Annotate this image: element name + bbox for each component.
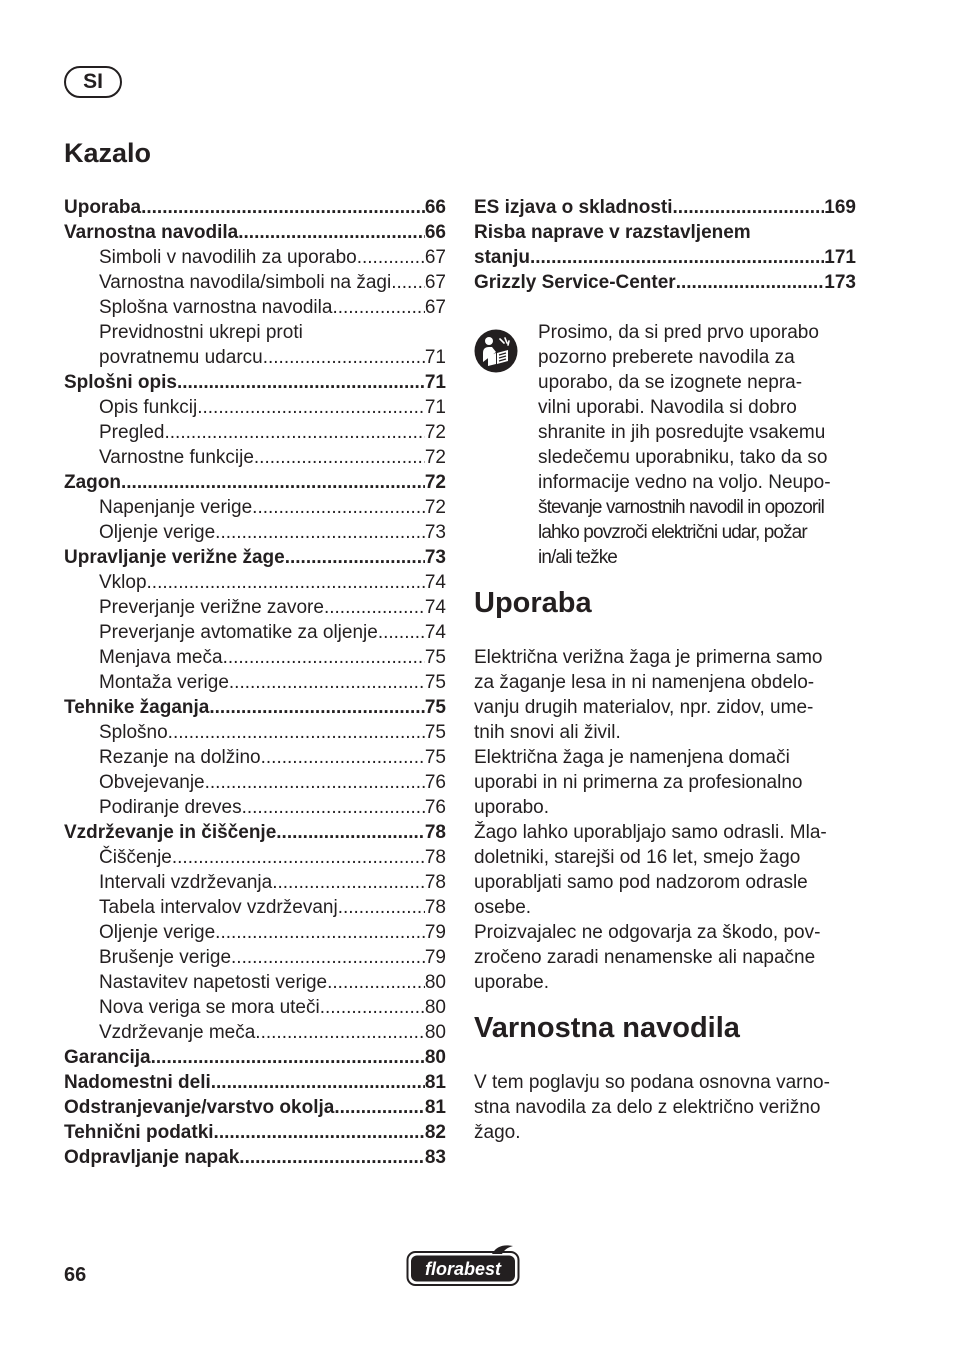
toc-entry-label: Uporaba — [64, 197, 142, 218]
toc-entry-page: 78 — [424, 897, 446, 918]
toc-entry-label: Oljenje verige — [99, 922, 216, 943]
toc-entry[interactable] — [64, 570, 446, 595]
toc-entry[interactable] — [64, 720, 446, 745]
toc-entry-label: Risba naprave v razstavljenem — [474, 222, 751, 243]
toc-entry-page: 66 — [424, 222, 446, 243]
toc-entry[interactable] — [64, 1070, 446, 1095]
toc-leader-dots — [177, 370, 425, 395]
toc-entry[interactable] — [64, 495, 446, 520]
toc-entry-page: 75 — [424, 747, 446, 768]
toc-leader-dots — [338, 895, 425, 920]
toc-entry-label: Preverjanje avtomatike za oljenje — [99, 622, 378, 643]
toc-entry[interactable] — [64, 845, 446, 870]
text-line: Žago lahko uporabljajo samo odrasli. Mla- — [474, 822, 827, 843]
toc-entry[interactable] — [64, 220, 446, 245]
toc-entry-page: 173 — [824, 272, 856, 293]
text-line: vilni uporabi. Navodila si dobro — [538, 397, 797, 418]
toc-leader-dots — [272, 870, 425, 895]
toc-entry-label: Tehnični podatki — [64, 1122, 214, 1143]
toc-leader-dots — [242, 795, 425, 820]
toc-leader-dots — [231, 945, 425, 970]
toc-entry[interactable] — [64, 695, 446, 720]
toc-entry-label: Grizzly Service-Center — [474, 272, 676, 293]
toc-entry[interactable] — [474, 195, 856, 220]
toc-leader-dots — [254, 445, 425, 470]
toc-leader-dots — [197, 395, 425, 420]
toc-leader-dots — [261, 745, 425, 770]
toc-entry-label: Splošno — [99, 722, 168, 743]
toc-leader-dots — [211, 1070, 425, 1095]
toc-leader-dots — [168, 720, 425, 745]
text-line: V tem poglavju so podana osnovna varno- — [474, 1072, 830, 1093]
toc-entry-label: Odpravljanje napak — [64, 1147, 240, 1168]
toc-entry[interactable] — [64, 1145, 446, 1170]
toc-entry[interactable] — [64, 820, 446, 845]
toc-leader-dots — [676, 270, 825, 295]
toc-leader-dots — [172, 845, 425, 870]
toc-leader-dots — [239, 1145, 425, 1170]
toc-entry[interactable] — [64, 995, 446, 1020]
toc-entry-label: Preverjanje verižne zavore — [99, 597, 324, 618]
toc-entry-page: 82 — [424, 1122, 446, 1143]
toc-entry[interactable] — [64, 745, 446, 770]
toc-entry-label: povratnemu udarcu — [99, 347, 263, 368]
toc-entry-label: Montaža verige — [99, 672, 229, 693]
toc-entry-label: Oljenje verige — [99, 522, 216, 543]
toc-entry-label: Nadomestni deli — [64, 1072, 211, 1093]
toc-entry-label: Podiranje dreves — [99, 797, 242, 818]
text-line: Proizvajalec ne odgovarja za škodo, pov- — [474, 922, 821, 943]
text-line: stna navodila za delo z električno verižno — [474, 1097, 821, 1118]
toc-leader-dots — [324, 595, 425, 620]
text-line: tnih snovi ali živil. — [474, 722, 621, 743]
toc-entry-page: 74 — [424, 597, 446, 618]
toc-leader-dots — [673, 195, 825, 220]
text-line: in/ali težke — [538, 547, 617, 568]
toc-entry-label: stanju — [474, 247, 530, 268]
text-line: števanje varnostnih navodil in opozoril — [538, 497, 824, 518]
toc-right-column — [474, 195, 856, 295]
toc-entry-label: Zagon — [64, 472, 121, 493]
toc-entry[interactable] — [64, 195, 446, 220]
toc-leader-dots — [205, 770, 425, 795]
toc-entry-label: Previdnostni ukrepi proti — [99, 322, 303, 343]
toc-entry-page: 80 — [424, 972, 446, 993]
toc-entry-label: Intervali vzdrževanja — [99, 872, 273, 893]
toc-entry[interactable] — [474, 245, 856, 270]
text-line: žago. — [474, 1122, 521, 1143]
toc-leader-dots — [252, 495, 425, 520]
toc-entry-label: Varnostna navodila/simboli na žagi — [99, 272, 392, 293]
uporaba-heading: Uporaba — [474, 587, 592, 619]
text-line: uporabi in ni primerna za profesionalno — [474, 772, 803, 793]
toc-entry-page: 67 — [424, 272, 446, 293]
toc-entry-page: 71 — [424, 372, 446, 393]
toc-entry[interactable] — [64, 470, 446, 495]
toc-entry-label: Tabela intervalov vzdrževanj — [99, 897, 338, 918]
toc-entry-page: 67 — [424, 247, 446, 268]
toc-entry-label: Pregled — [99, 422, 165, 443]
toc-entry-label: Garancija — [64, 1047, 151, 1068]
toc-entry[interactable] — [64, 420, 446, 445]
text-line: vanju drugih materialov, npr. zidov, ume- — [474, 697, 814, 718]
language-badge: SI — [64, 66, 122, 98]
toc-entry[interactable] — [64, 370, 446, 395]
toc-entry-page: 78 — [424, 872, 446, 893]
toc-entry[interactable] — [64, 270, 446, 295]
toc-leader-dots — [215, 520, 425, 545]
toc-entry-page: 76 — [424, 797, 446, 818]
varnostna-text — [474, 1070, 874, 1145]
toc-leader-dots — [332, 295, 424, 320]
toc-leader-dots — [121, 470, 425, 495]
toc-entry-page: 72 — [424, 497, 446, 518]
toc-entry-page: 171 — [824, 247, 856, 268]
varnostna-heading: Varnostna navodila — [474, 1012, 740, 1044]
toc-entry[interactable] — [64, 795, 446, 820]
text-line: uporabo, da se izognete nepra- — [538, 372, 803, 393]
toc-left-column — [64, 195, 446, 1170]
text-line: osebe. — [474, 897, 532, 918]
toc-entry[interactable] — [64, 520, 446, 545]
toc-leader-dots — [391, 270, 425, 295]
toc-leader-dots — [165, 420, 425, 445]
toc-entry-label: Čiščenje — [99, 847, 172, 868]
toc-entry-label: Odstranjevanje/varstvo okolja — [64, 1097, 335, 1118]
toc-entry-label: Varnostna navodila — [64, 222, 239, 243]
toc-entry-label: Splošna varnostna navodila — [99, 297, 333, 318]
toc-leader-dots — [255, 1020, 425, 1045]
toc-leader-dots — [357, 245, 425, 270]
toc-entry-page: 73 — [424, 522, 446, 543]
toc-leader-dots — [320, 995, 425, 1020]
toc-entry-label: Vzdrževanje meča — [99, 1022, 256, 1043]
toc-entry-label: Rezanje na dolžino — [99, 747, 261, 768]
toc-entry-page: 79 — [424, 922, 446, 943]
toc-entry[interactable] — [64, 770, 446, 795]
text-line: uporabo. — [474, 797, 550, 818]
toc-leader-dots — [214, 1120, 425, 1145]
toc-entry[interactable] — [64, 445, 446, 470]
toc-title: Kazalo — [64, 138, 152, 168]
text-line: uporabljati samo pod nadzorom odrasle — [474, 872, 808, 893]
toc-entry[interactable] — [64, 595, 446, 620]
toc-entry-label: Obvejevanje — [99, 772, 205, 793]
toc-entry-page: 66 — [424, 197, 446, 218]
toc-entry-page: 73 — [424, 547, 446, 568]
toc-entry-label: Splošni opis — [64, 372, 177, 393]
toc-entry[interactable] — [474, 220, 856, 245]
toc-entry-page: 80 — [424, 1022, 446, 1043]
toc-entry[interactable] — [64, 1120, 446, 1145]
toc-entry-page: 72 — [424, 472, 446, 493]
toc-entry[interactable] — [64, 670, 446, 695]
toc-entry-label: Menjava meča — [99, 647, 223, 668]
toc-entry[interactable] — [64, 1045, 446, 1070]
toc-entry[interactable] — [64, 395, 446, 420]
toc-entry-label: Nova veriga se mora uteči — [99, 997, 320, 1018]
toc-leader-dots — [263, 345, 425, 370]
toc-entry-label: Opis funkcij — [99, 397, 198, 418]
toc-leader-dots — [229, 670, 425, 695]
text-line: uporabe. — [474, 972, 550, 993]
toc-entry[interactable] — [64, 245, 446, 270]
toc-entry-page: 79 — [424, 947, 446, 968]
toc-entry-page: 78 — [424, 847, 446, 868]
toc-entry[interactable] — [64, 295, 446, 320]
text-line: Prosimo, da si pred prvo uporabo — [538, 322, 819, 343]
text-line: informacije vedno na voljo. Neupo- — [538, 472, 831, 493]
toc-entry-label: ES izjava o skladnosti — [474, 197, 673, 218]
toc-entry-page: 71 — [424, 397, 446, 418]
toc-entry-page: 71 — [424, 347, 446, 368]
toc-entry[interactable] — [64, 895, 446, 920]
text-line: za žaganje lesa in ni namenjena obdelo- — [474, 672, 815, 693]
toc-entry-label: Vzdrževanje in čiščenje — [64, 822, 277, 843]
toc-leader-dots — [151, 1045, 425, 1070]
toc-entry[interactable] — [64, 920, 446, 945]
brand-logo — [406, 1244, 520, 1288]
toc-entry-page: 83 — [424, 1147, 446, 1168]
toc-entry[interactable] — [64, 620, 446, 645]
toc-entry[interactable] — [64, 945, 446, 970]
toc-entry[interactable] — [64, 1095, 446, 1120]
toc-leader-dots — [141, 195, 425, 220]
uporaba-text — [474, 645, 874, 995]
toc-leader-dots — [530, 245, 824, 270]
toc-entry-page: 74 — [424, 572, 446, 593]
toc-entry-page: 81 — [424, 1097, 446, 1118]
toc-leader-dots — [378, 620, 425, 645]
toc-leader-dots — [285, 545, 425, 570]
svg-text:florabest: florabest — [424, 1259, 502, 1279]
toc-entry-page: 67 — [424, 297, 446, 318]
read-manual-icon — [474, 329, 518, 373]
toc-entry-label: Varnostne funkcije — [99, 447, 254, 468]
text-line: shranite in jih posredujte vsakemu — [538, 422, 826, 443]
toc-entry-label: Brušenje verige — [99, 947, 232, 968]
toc-entry[interactable] — [64, 545, 446, 570]
toc-leader-dots — [215, 920, 425, 945]
toc-entry-page: 81 — [424, 1072, 446, 1093]
toc-entry-label: Nastavitev napetosti verige — [99, 972, 328, 993]
toc-leader-dots — [334, 1095, 425, 1120]
toc-entry-page: 75 — [424, 722, 446, 743]
toc-entry[interactable] — [64, 870, 446, 895]
toc-leader-dots — [147, 570, 425, 595]
text-line: sledečemu uporabniku, tako da so — [538, 447, 828, 468]
page-number: 66 — [64, 1264, 87, 1286]
toc-entry[interactable] — [64, 1020, 446, 1045]
toc-leader-dots — [209, 695, 425, 720]
text-line: Električna žaga je namenjena domači — [474, 747, 790, 768]
toc-entry[interactable] — [474, 270, 856, 295]
toc-leader-dots — [238, 220, 425, 245]
toc-entry[interactable] — [64, 645, 446, 670]
toc-entry-page: 75 — [424, 672, 446, 693]
text-line: Električna verižna žaga je primerna samo — [474, 647, 823, 668]
toc-entry-page: 75 — [424, 647, 446, 668]
toc-entry[interactable] — [64, 970, 446, 995]
text-line: doletniki, starejši od 16 let, smejo žago — [474, 847, 801, 868]
toc-entry[interactable] — [64, 320, 446, 345]
toc-entry-page: 75 — [424, 697, 446, 718]
toc-entry-page: 169 — [824, 197, 856, 218]
toc-entry-page: 78 — [424, 822, 446, 843]
toc-leader-dots — [276, 820, 425, 845]
toc-entry-page: 80 — [424, 997, 446, 1018]
toc-entry-page: 76 — [424, 772, 446, 793]
notice-text — [538, 320, 868, 570]
text-line: pozorno preberete navodila za — [538, 347, 795, 368]
toc-entry-page: 74 — [424, 622, 446, 643]
text-line: lahko povzroči električni udar, požar — [538, 522, 807, 543]
toc-entry-label: Napenjanje verige — [99, 497, 253, 518]
toc-entry-label: Simboli v navodilih za uporabo — [99, 247, 357, 268]
toc-entry-label: Tehnike žaganja — [64, 697, 210, 718]
toc-leader-dots — [223, 645, 425, 670]
toc-leader-dots — [327, 970, 425, 995]
toc-entry-page: 72 — [424, 422, 446, 443]
toc-entry[interactable] — [64, 345, 446, 370]
toc-entry-label: Upravljanje verižne žage — [64, 547, 285, 568]
toc-entry-page: 80 — [424, 1047, 446, 1068]
toc-entry-label: Vklop — [99, 572, 147, 593]
toc-entry-page: 72 — [424, 447, 446, 468]
text-line: zročeno zaradi nenamenske ali napačne — [474, 947, 816, 968]
